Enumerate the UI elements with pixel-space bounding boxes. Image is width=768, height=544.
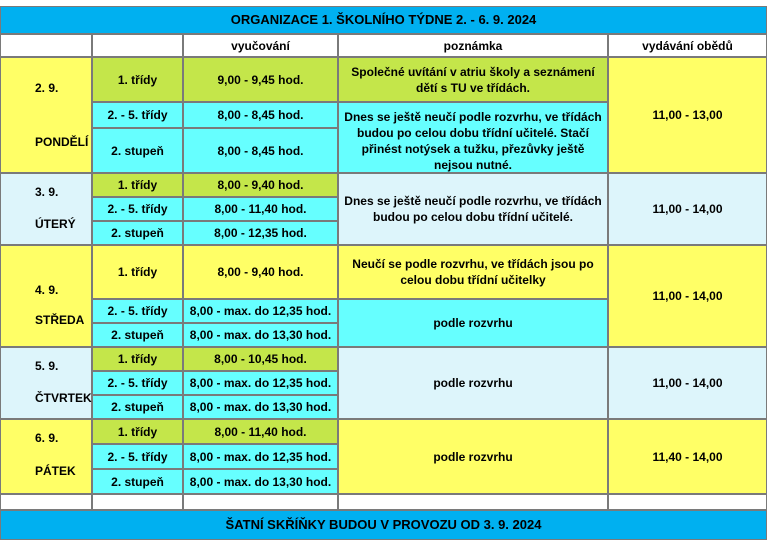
day-date: 6. 9. — [35, 431, 59, 445]
time-cell: 8,00 - max. do 13,30 hod. — [183, 323, 338, 347]
time-cell: 8,00 - 11,40 hod. — [183, 197, 338, 221]
note-cell: Společné uvítání v atriu školy a seznámení dětí s TU ve třídách. — [338, 57, 608, 102]
grade-cell: 1. třídy — [92, 245, 183, 299]
grade-cell: 2. - 5. třídy — [92, 299, 183, 323]
table-title: ORGANIZACE 1. ŠKOLNÍHO TÝDNE 2. - 6. 9. 2024 — [0, 6, 767, 34]
time-cell: 8,00 - max. do 12,35 hod. — [183, 299, 338, 323]
header-lunch: vydávání obědů — [608, 34, 767, 57]
time-cell: 8,00 - 8,45 hod. — [183, 102, 338, 128]
time-cell: 9,00 - 9,45 hod. — [183, 57, 338, 102]
day-monday — [0, 57, 92, 173]
day-date: 4. 9. — [35, 283, 59, 297]
day-tuesday — [0, 173, 92, 245]
lunch-cell: 11,00 - 14,00 — [608, 173, 767, 245]
day-name: PÁTEK — [35, 464, 76, 478]
time-cell: 8,00 - max. do 12,35 hod. — [183, 371, 338, 395]
spacer-cell — [92, 494, 183, 510]
lunch-cell: 11,00 - 13,00 — [608, 57, 767, 173]
grade-cell: 2. stupeň — [92, 323, 183, 347]
grade-cell: 1. třídy — [92, 173, 183, 197]
note-cell: podle rozvrhu — [338, 299, 608, 347]
day-name: PONDĚLÍ — [35, 135, 89, 149]
note-cell: Dnes se ještě neučí podle rozvrhu, ve třídách budou po celou dobu třídní učitelé. — [338, 173, 608, 245]
day-date: 5. 9. — [35, 359, 59, 373]
day-name: ČTVRTEK — [35, 391, 92, 405]
lunch-cell: 11,00 - 14,00 — [608, 245, 767, 347]
grade-cell: 1. třídy — [92, 419, 183, 444]
spacer-cell — [338, 494, 608, 510]
lunch-cell: 11,00 - 14,00 — [608, 347, 767, 419]
time-cell: 8,00 - 11,40 hod. — [183, 419, 338, 444]
grade-cell: 2. - 5. třídy — [92, 102, 183, 128]
time-cell: 8,00 - 9,40 hod. — [183, 173, 338, 197]
time-cell: 8,00 - max. do 13,30 hod. — [183, 469, 338, 494]
time-cell: 8,00 - max. do 12,35 hod. — [183, 444, 338, 469]
day-friday — [0, 419, 92, 494]
note-cell: Neučí se podle rozvrhu, ve třídách jsou po celou dobu třídní učitelky — [338, 245, 608, 299]
time-cell: 8,00 - 8,45 hod. — [183, 128, 338, 173]
spacer-cell — [608, 494, 767, 510]
header-note: poznámka — [338, 34, 608, 57]
grade-cell: 2. stupeň — [92, 221, 183, 245]
note-cell: podle rozvrhu — [338, 419, 608, 494]
day-wednesday — [0, 245, 92, 347]
note-cell: podle rozvrhu — [338, 347, 608, 419]
time-cell: 8,00 - 10,45 hod. — [183, 347, 338, 371]
time-cell: 8,00 - 9,40 hod. — [183, 245, 338, 299]
day-date: 3. 9. — [35, 185, 59, 199]
spacer-cell — [0, 494, 92, 510]
grade-cell: 2. stupeň — [92, 395, 183, 419]
grade-cell: 2. - 5. třídy — [92, 371, 183, 395]
grade-cell: 2. stupeň — [92, 128, 183, 173]
grade-cell: 1. třídy — [92, 57, 183, 102]
day-date: 2. 9. — [35, 81, 59, 95]
grade-cell: 1. třídy — [92, 347, 183, 371]
time-cell: 8,00 - max. do 13,30 hod. — [183, 395, 338, 419]
note-cell: Dnes se ještě neučí podle rozvrhu, ve třídách budou po celou dobu třídní učitelé. Stačí přinést notýsek a tužku, přezůvky ještě nejsou nutné. — [338, 102, 608, 173]
grade-cell: 2. - 5. třídy — [92, 444, 183, 469]
grade-cell: 2. stupeň — [92, 469, 183, 494]
lunch-cell: 11,40 - 14,00 — [608, 419, 767, 494]
grade-cell: 2. - 5. třídy — [92, 197, 183, 221]
spacer-cell — [183, 494, 338, 510]
footer-note: ŠATNÍ SKŘÍŇKY BUDOU V PROVOZU OD 3. 9. 2024 — [0, 510, 767, 540]
day-name: STŘEDA — [35, 313, 85, 327]
header-empty-grade — [92, 34, 183, 57]
day-name: ÚTERÝ — [35, 217, 76, 231]
header-lessons: vyučování — [183, 34, 338, 57]
time-cell: 8,00 - 12,35 hod. — [183, 221, 338, 245]
header-empty-day — [0, 34, 92, 57]
day-thursday — [0, 347, 92, 419]
